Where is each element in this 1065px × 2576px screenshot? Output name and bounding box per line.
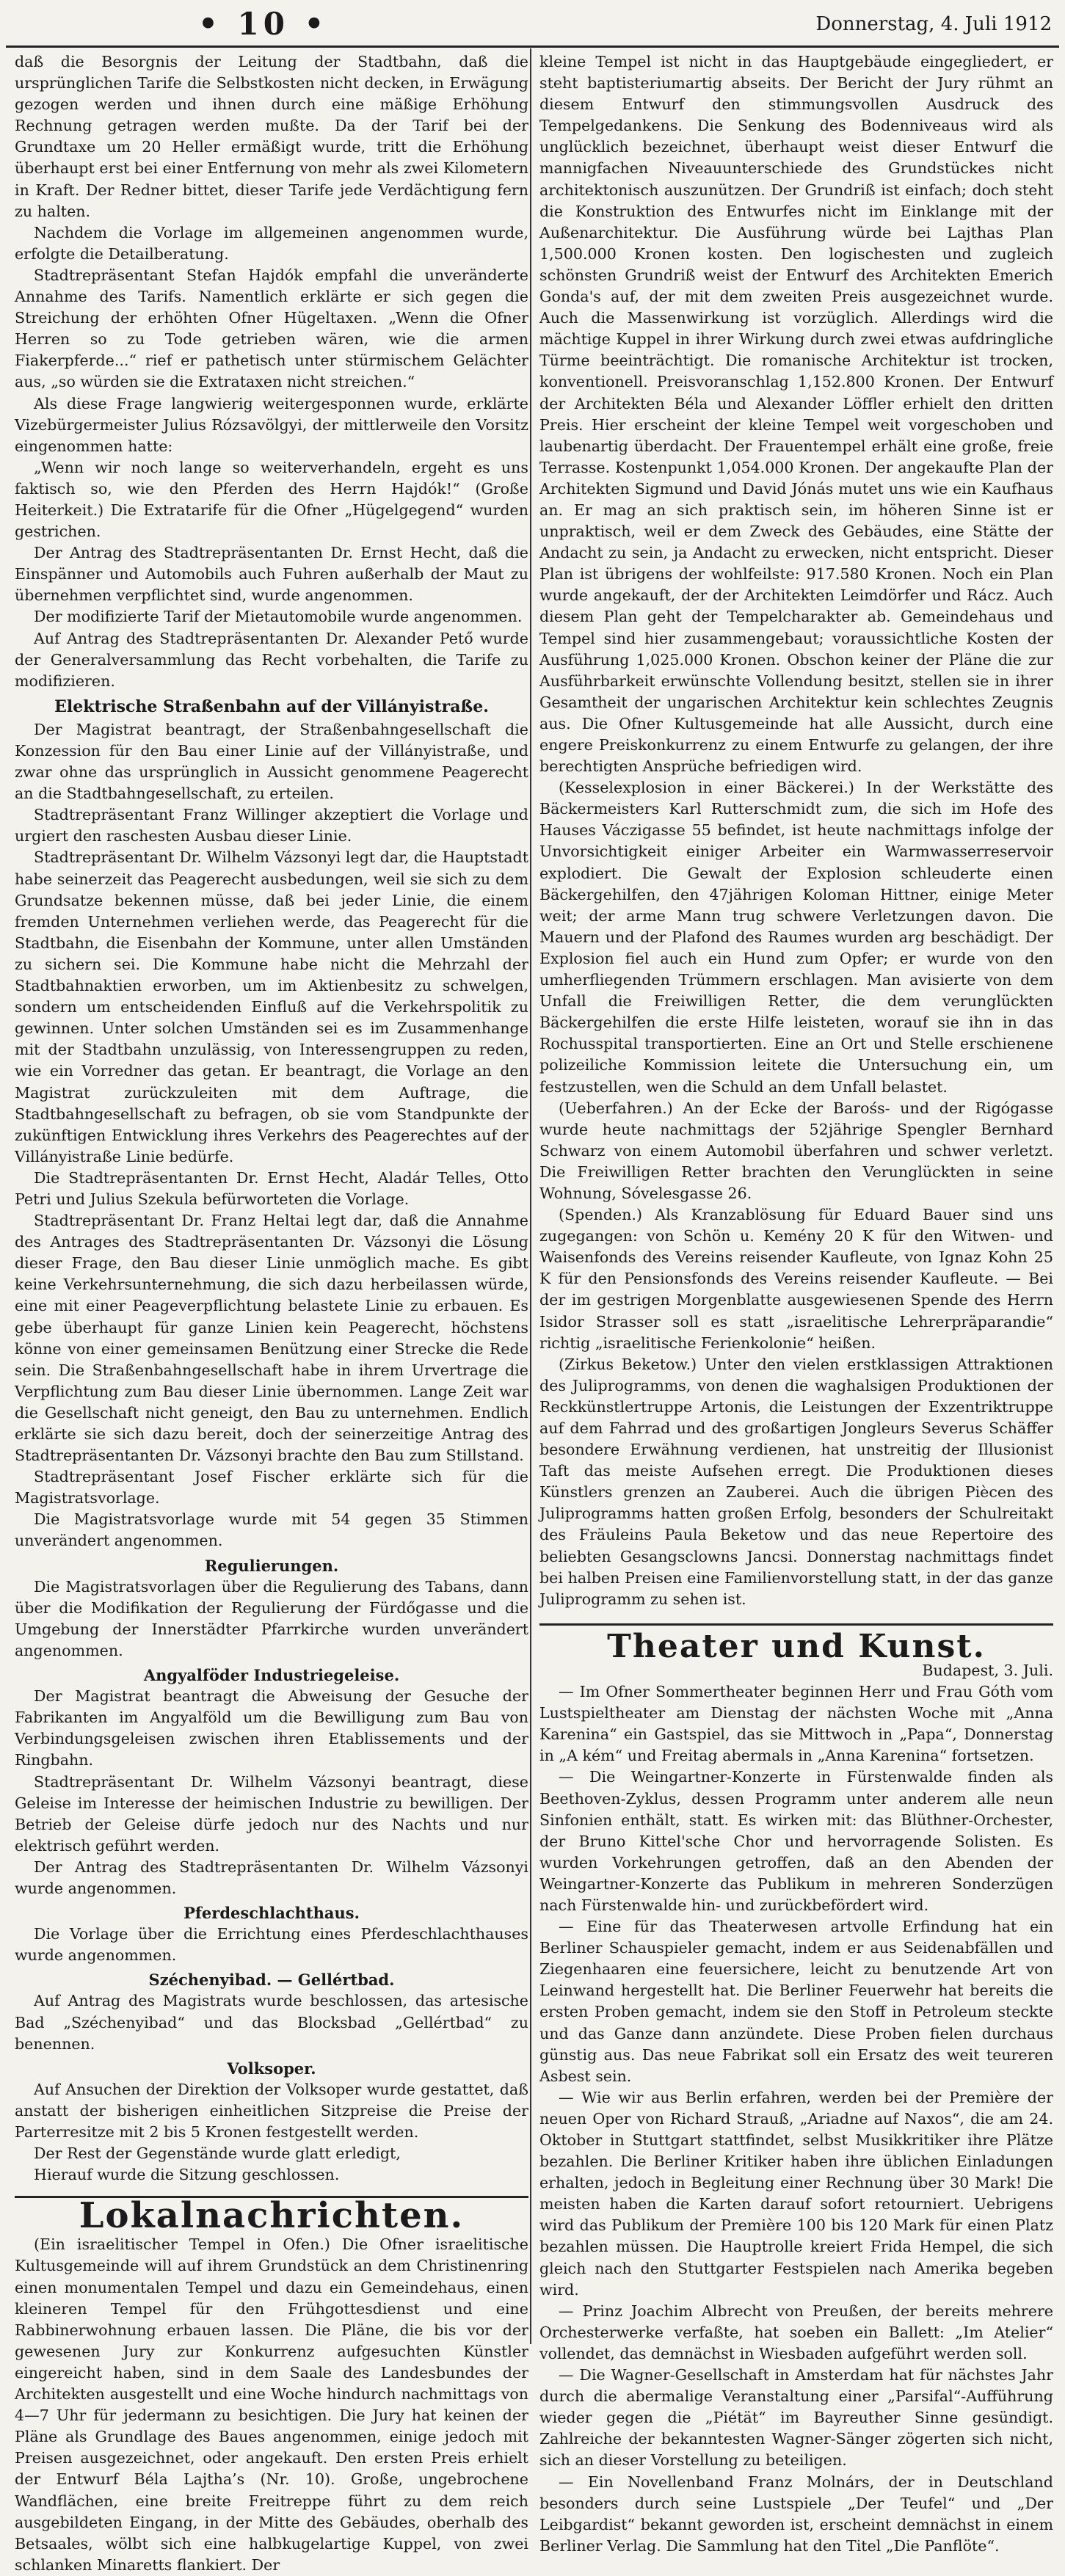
paragraph: Als diese Frage langwierig weitergesponnen wurde, erklärte Vizebürgermeister Julius Rózsavölgyi, der mittlerweile den Vorsitz eingenommen hatte: xyxy=(15,394,528,455)
dateline-place: Budapest, 3. Juli. xyxy=(922,1661,1053,1679)
paragraph: Der Magistrat beantragt, der Straßenbahngesellschaft die Konzession für den Bau einer Linie auf der Villányistraße, und zwar ohne das ursprünglich in Aussicht genommene Peagerecht an die Stadtbahngesellschaft, zu erteilen. xyxy=(15,720,528,803)
paragraph: Die Magistratsvorlage wurde mit 54 gegen 35 Stimmen unverändert angenommen. xyxy=(15,1510,528,1550)
paragraph: — Die Wagner-Gesellschaft in Amsterdam hat für nächstes Jahr durch die abermalige Veranstaltung einer „Parsifal“-Aufführung wieder gegen die „Piétät“ im Bayreuther Sinne gesündigt. Zahlreiche der bekanntesten Wagner-Sänger zögerten sich nicht, sich an dieser Vorstellung zu beteiligen. xyxy=(539,2366,1053,2470)
paragraph: Nachdem die Vorlage im allgemeinen angenommen wurde, erfolgte die Detailberatung. xyxy=(15,223,528,263)
paragraph: Stadtrepräsentant Dr. Franz Heltai legt dar, daß die Annahme des Antrages des Stadtrepräsentanten Dr. Vázsonyi die Lösung dieser Frage, den Bau dieser Linie unmöglich mache. Es gibt keine Verkehrsunternehmung, die sich dazu herbeilassen würde, eine mit einer Peageverpflichtung belastete Linie zu erbauen. Es gebe überhaupt für ganze Linien kein Peagerecht, höchstens könne von einer gemeinsamen Benützung einer Strecke die Rede sein. Die Straßenbahngesellschaft habe in ihrem Urvertrage die Verpflichtung zum Bau dieser Linie übernommen. Lange Zeit war die Gesellschaft nicht geneigt, den Bau zu unternehmen. Endlich erklärte sie sich dazu bereit, doch der seinerzeitige Antrag des Stadtrepräsentanten Dr. Vázsonyi brachte den Bau zum Stillstand. xyxy=(15,1212,528,1465)
page-number-value: 10 xyxy=(237,6,289,42)
section-heading: Regulierungen. xyxy=(204,1556,339,1575)
paragraph: Der Rest der Gegenstände wurde glatt erledigt, xyxy=(34,2144,401,2163)
lokalnachrichten-heading: Lokalnachrichten. xyxy=(15,2196,528,2227)
section-heading: Volksoper. xyxy=(227,2059,316,2078)
paragraph: Der Magistrat beantragt die Abweisung der Gesuche der Fabrikanten im Angyalföld um die Bewilligung zum Bau von Verbindungsgeleisen zwischen ihren Etablissements und der Ringbahn. xyxy=(15,1687,528,1769)
paragraph: — Die Weingartner-Konzerte in Fürstenwalde finden als Beethoven-Zyklus, dessen Programm unter anderem alle neun Sinfonien enthält, statt. Es wirken mit: das Blüthner-Orchester, der Bruno Kittel'sche Chor und hervorragende Solisten. Es wurden Vorkehrungen getroffen, daß an den Abenden der Weingartner-Konzerte das Publikum in mehreren Sonderzügen nach Fürstenwalde hin- und zurückbefördert wird. xyxy=(539,1768,1053,1914)
paragraph: Auf Ansuchen der Direktion der Volksoper wurde gestattet, daß anstatt der bisherigen einheitlichen Sitzpreise die Preise der Parterresitze mit 2 bis 5 Kronen festgestellt werden. xyxy=(15,2080,528,2141)
paragraph: (Kesselexplosion in einer Bäckerei.) In der Werkstätte des Bäckermeisters Karl Rutterschmidt zum, die sich im Hofe des Hauses Váczigasse 55 befindet, ist heute nachmittags infolge der Unvorsichtigkeit einiger Arbeiter ein Warmwasserreservoir explodiert. Die Gewalt der Explosion schleuderte einen Bäckergehilfen, den 47jährigen Koloman Hittner, einige Meter weit; der arme Mann trug schwere Verletzungen davon. Die Mauern und der Plafond des Raumes wurden arg beschädigt. Der Explosion fiel auch ein Hund zum Opfer; er wurde von den umherfliegenden Trümmern erschlagen. Man avisierte von dem Unfall die Freiwilligen Retter, die dem verunglückten Bäckergehilfen die erste Hilfe leisteten, worauf sie ihn in das Rochusspital transportierten. Eine an Ort und Stelle erschienene polizeiliche Kommission leitete die Untersuchung ein, um festzustellen, wen die Schuld an dem Unfall belastet. xyxy=(539,779,1053,1096)
left-column xyxy=(15,51,528,2574)
paragraph: Die Magistratsvorlagen über die Regulierung des Tabans, dann über die Modifikation der Regulierung der Fürdőgasse und die Umgebung der Innerstädter Pfarrkirche wurden unverändert angenommen. xyxy=(15,1577,528,1659)
paragraph: Der modifizierte Tarif der Mietautomobile wurde angenommen. xyxy=(34,608,523,626)
paragraph: (Spenden.) Als Kranzablösung für Eduard Bauer sind uns zugegangen: von Schön u. Kemény 20 K für den Witwen- und Waisenfonds des Vereins reisender Kaufleute, von Ignaz Kohn 25 K für den Pensionsfonds des Vereins reisender Kaufleute. — Bei der im gestrigen Morgenblatte ausgewiesenen Spende des Herrn Isidor Strasser soll es statt „israelitische Lehrerpräparandie“ richtig „israelitische Ferienkolonie“ heißen. xyxy=(539,1206,1053,1352)
paragraph: — Wie wir aus Berlin erfahren, werden bei der Première der neuen Oper von Richard Strauß, „Ariadne auf Naxos“, die am 24. Oktober in Stuttgart stattfindet, selbst Musikkritiker ihre Plätze bezahlen. Die Berliner Kritiker haben ihre üblichen Einladungen erhalten, jedoch in Begleitung einer Rechnung über 30 Mark! Die meisten haben die Karten darauf sofort retourniert. Uebrigens wird das Publikum der Première 100 bis 120 Mark für einen Platz bezahlen müssen. Die Hauptrolle kreiert Frida Hempel, die sich gleich nach den Stuttgarter Festspielen nach Amerika begeben wird. xyxy=(539,2088,1053,2299)
paragraph: (Ueberfahren.) An der Ecke der Barośs- und der Rigógasse wurde heute nachmittags der 52jährige Spengler Bernhard Schwarz von einem Automobil überfahren und schwer verletzt. Die Freiwilligen Retter brachten den Verunglückten in seine Wohnung, Sóvelesgasse 26. xyxy=(539,1099,1053,1202)
paragraph: „Wenn wir noch lange so weiterverhandeln, ergeht es uns faktisch so, wie den Pferden des Herrn Hajdók!“ (Große Heiterkeit.) Die Extratarife für die Ofner „Hügelgegend“ wurden gestrichen. xyxy=(15,458,528,541)
paragraph: Stadtrepräsentant Dr. Wilhelm Vázsonyi beantragt, diese Geleise im Interesse der heimischen Industrie zu bewilligen. Der Betrieb der Geleise dürfe jedoch nur des Nachts und nur elektrisch geführt werden. xyxy=(15,1772,528,1855)
paragraph: Die Vorlage über die Errichtung eines Pferdeschlachthauses wurde angenommen. xyxy=(15,1925,528,1965)
paragraph: Hierauf wurde die Sitzung geschlossen. xyxy=(34,2166,340,2184)
theater-heading: Theater und Kunst. xyxy=(539,1623,1053,1657)
paragraph: daß die Besorgnis der Leitung der Stadtbahn, daß die ursprünglichen Tarife die Selbstkosten nicht decken, in Erwägung gezogen werden und ihnen durch eine mäßige Erhöhung Rechnung getragen werden mußte. Da der Tarif bei der Grundtaxe um 20 Heller ermäßigt wurde, tritt die Erhöhung überhaupt erst bei einer Entfernung von mehr als zwei Kilometern in Kraft. Der Redner bittet, dieser Tarife jede Verdächtigung fern zu halten. xyxy=(15,53,528,220)
right-column xyxy=(539,51,1053,2555)
header-rule xyxy=(6,46,1059,48)
column-divider xyxy=(530,48,531,2344)
paragraph: — Eine für das Theaterwesen artvolle Erfindung hat ein Berliner Schauspieler gemacht, indem er aus Seidenabfällen und Ziegenhaaren eine feuersichere, leicht zu benutzende Art von Leinwand hergestellt hat. Die Berliner Feuerwehr hat bereits die ersten Proben gemacht, indem sie den Stoff in Petroleum steckte und das Ganze dann anzündete. Diese Proben fielen durchaus günstig aus. Das neue Fabrikat soll ein Ersatz des weit teureren Asbest sein. xyxy=(539,1918,1053,2085)
paragraph: Der Antrag des Stadtrepräsentanten Dr. Wilhelm Vázsonyi wurde angenommen. xyxy=(15,1858,528,1897)
paragraph: Auf Antrag des Stadtrepräsentanten Dr. Alexander Pető wurde der Generalversammlung das Recht vorbehalten, die Tarife zu modifizieren. xyxy=(15,629,528,690)
paragraph: — Im Ofner Sommertheater beginnen Herr und Frau Góth vom Lustspieltheater am Dienstag der nächsten Woche mit „Anna Karenina“ ein Gastspiel, das sie Mittwoch in „Papa“, Donnerstag in „A kém“ und Freitag abermals in „Anna Karenina“ fortsetzen. xyxy=(539,1683,1053,1765)
paragraph: Stadtrepräsentant Dr. Wilhelm Vázsonyi legt dar, die Hauptstadt habe seinerzeit das Peagerecht ausbedungen, weil sie sich zu dem Grundsatze bekennen müsse, daß bei jeder Linie, die einem fremden Unternehmen verliehen werde, das Peagerecht für die Stadtbahn, die Eisenbahn der Kommune, unter allen Umständen zu sichern sei. Die Kommune habe nicht die Mehrzahl der Stadtbahnaktien erworben, um im Aktienbesitz zu schwelgen, sondern um entscheidenden Einfluß auf die Verkehrspolitik zu gewinnen. Unter solchen Umständen sei es im Zusammenhange mit der Stadtbahn unzulässig, von Interessengruppen zu reden, wie ein Vorredner das getan. Er beantragt, die Vorlage an den Magistrat zurückzuleiten mit dem Auftrage, die Stadtbahngesellschaft zu befragen, ob sie vom Standpunkte der zukünftigen Entwicklung ihres Verkehrs des Peagerechtes auf der Villányistraße Linie bedürfe. xyxy=(15,848,528,1165)
paragraph: — Ein Novellenband Franz Molnárs, der in Deutschland besonders durch seine Lustspiele „Der Teufel“ und „Der Leibgardist“ bekannt geworden ist, erscheint demnächst in einem Berliner Verlag. Die Sammlung hat den Titel „Die Panflöte“. xyxy=(539,2473,1053,2555)
paragraph: — Prinz Joachim Albrecht von Preußen, der bereits mehrere Orchesterwerke verfaßte, hat soeben ein Ballett: „Im Atelier“ vollendet, das demnächst in Wiesbaden aufgeführt werden soll. xyxy=(539,2302,1053,2362)
section-heading: Elektrische Straßenbahn auf der Villányistraße. xyxy=(54,696,489,716)
paragraph: Auf Antrag des Magistrats wurde beschlossen, das artesische Bad „Széchenyibad“ und das Blocksbad „Gellértbad“ zu benennen. xyxy=(15,1992,528,2053)
paragraph: Stadtrepräsentant Stefan Hajdók empfahl die unveränderte Annahme des Tarifs. Namentlich erklärte er sich gegen die Streichung der erhöhten Ofner Hügeltaxen. „Wenn die Ofner Herren so zu Tode getrieben wären, wie die armen Fiakerpferde...“ rief er pathetisch unter stürmischem Gelächter aus, „so würden sie die Extrataxen nicht streichen.“ xyxy=(15,266,528,391)
page-number: • 10 • xyxy=(198,6,329,42)
paragraph: kleine Tempel ist nicht in das Hauptgebäude eingegliedert, er steht baptisteriumartig abseits. Der Bericht der Jury rühmt an diesem Entwurf den stimmungsvollen Ausdruck des Tempelgedankens. Die Senkung des Bodenniveaus wird als unglücklich bezeichnet, überhaupt weist dieser Entwurf die mannigfachen Niveauunterschiede des Grundstückes nicht architektonisch auszunützen. Der Grundriß ist einfach; doch steht die Konstruktion des Entwurfes nicht im Einklange mit der Außenarchitektur. Die Ausführung würde bei Lajthas Plan 1,500.000 Kronen kosten. Den logischesten und zugleich schönsten Grundriß weist der Entwurf des Architekten Emerich Gonda's auf, der mit dem zweiten Preis ausgezeichnet wurde. Auch die Massenwirkung ist vorzüglich. Allerdings wird die mächtige Kuppel in ihrer Wirkung durch zwei etwas aufdringliche Türme beeinträchtigt. Die romanische Architektur ist trocken, konventionell. Preisvoranschlag 1,152.800 Kronen. Der Entwurf der Architekten Béla und Alexander Löffler erhielt den dritten Preis. Hier erscheint der kleine Tempel weit vorgeschoben und laubenartig überdacht. Der Frauentempel erhält eine große, freie Terrasse. Kostenpunkt 1,054.000 Kronen. Der angekaufte Plan der Architekten Sigmund und David Jónás mutet uns wie ein Kaufhaus an. Er mag an sich praktisch sein, im höheren Sinne ist er unpraktisch, weil er dem Zweck des Gebäudes, eine Stätte der Andacht zu sein, ja Andacht zu erwecken, nicht entspricht. Dieser Plan ist übrigens der wohlfeilste: 917.580 Kronen. Noch ein Plan wurde angekauft, der der Architekten Leimdörfer und Rácz. Auch diesem Plan geht der Tempelcharakter ab. Gemeindehaus und Tempel sind hier zusammengebaut; voraussichtliche Kosten der Ausführung 1,025.000 Kronen. Obschon keiner der Pläne die zur Ausführbarkeit erwünschte Vollendung besitzt, stellen sie in ihrer Gesamtheit der ungarischen Architektur kein schlechtes Zeugnis aus. Die Ofner Kultusgemeinde hat alle Aussicht, durch eine engere Preiskonkurrenz zu einem Entwurfe zu gelangen, der ihre berechtigten Ansprüche befriedigen wird. xyxy=(539,53,1053,776)
section-heading: Széchenyibad. — Gellértbad. xyxy=(148,1971,395,1990)
paragraph: Der Antrag des Stadtrepräsentanten Dr. Ernst Hecht, daß die Einspänner und Automobils auch Fuhren außerhalb der Maut zu übernehmen verpflichtet sind, wurde angenommen. xyxy=(15,544,528,605)
issue-date: Donnerstag, 4. Juli 1912 xyxy=(815,13,1052,35)
paragraph: (Zirkus Beketow.) Unter den vielen erstklassigen Attraktionen des Juliprogramms, von denen die waghalsigen Produktionen der Reckkünstlertruppe Artonis, die Leistungen der Exzentriktruppe auf dem Fahrrad und des großartigen Jongleurs Severus Schäffer besondere Erwähnung verdienen, hat unstreitig der Illusionist Taft das meiste Aufsehen erregt. Die Produktionen dieses Künstlers grenzen an Zauberei. Auch die übrigen Piècen des Juliprogramms hatten großen Erfolg, besonders der Schulreitakt des Fräuleins Paula Beketow und das neue Repertoire des beliebten Gesangsclowns Jancsi. Donnerstag nachmittags findet bei halben Preisen eine Familienvorstellung statt, in der das ganze Juliprogramm zu sehen ist. xyxy=(539,1355,1053,1608)
page-header xyxy=(0,0,1065,46)
paragraph: Stadtrepräsentant Franz Willinger akzeptiert die Vorlage und urgiert den raschesten Ausbau dieser Linie. xyxy=(15,806,528,845)
paragraph: (Ein israelitischer Tempel in Ofen.) Die Ofner israelitische Kultusgemeinde will auf ihrem Grundstück an dem Christinenring einen monumentalen Tempel und dazu ein Gemeindehaus, einen kleineren Tempel für den Frühgottesdienst und eine Rabbinerwohnung erbauen lassen. Die Pläne, die bis vor der gewesenen Jury zur Konkurrenz aufgesuchten Künstler eingereicht haben, sind in dem Saale des Landesbundes der Architekten ausgestellt und eine Woche hindurch nachmittags von 4—7 Uhr für jedermann zu besichtigen. Die Jury hat keinen der Pläne als Grundlage des Baues angenommen, einige jedoch mit Preisen ausgezeichnet, oder angekauft. Den ersten Preis erhielt der Entwurf Béla Lajtha’s (Nr. 10). Große, ungebrochene Wandflächen, eine breite Freitreppe führt zu dem reich ausgebildeten Eingang, in der Mitte des Gebäudes, oberhalb des Betsaales, wölbt sich eine halbkugelartige Kuppel, von zwei schlanken Minaretts flankiert. Der xyxy=(15,2235,528,2574)
section-heading: Pferdeschlachthaus. xyxy=(183,1904,360,1923)
paragraph: Stadtrepräsentant Josef Fischer erklärte sich für die Magistratsvorlage. xyxy=(15,1468,528,1507)
paragraph: Die Stadtrepräsentanten Dr. Ernst Hecht, Aladár Telles, Otto Petri und Julius Szekula befürworteten die Vorlage. xyxy=(15,1168,528,1208)
section-heading: Angyalföder Industriegeleise. xyxy=(143,1666,400,1685)
